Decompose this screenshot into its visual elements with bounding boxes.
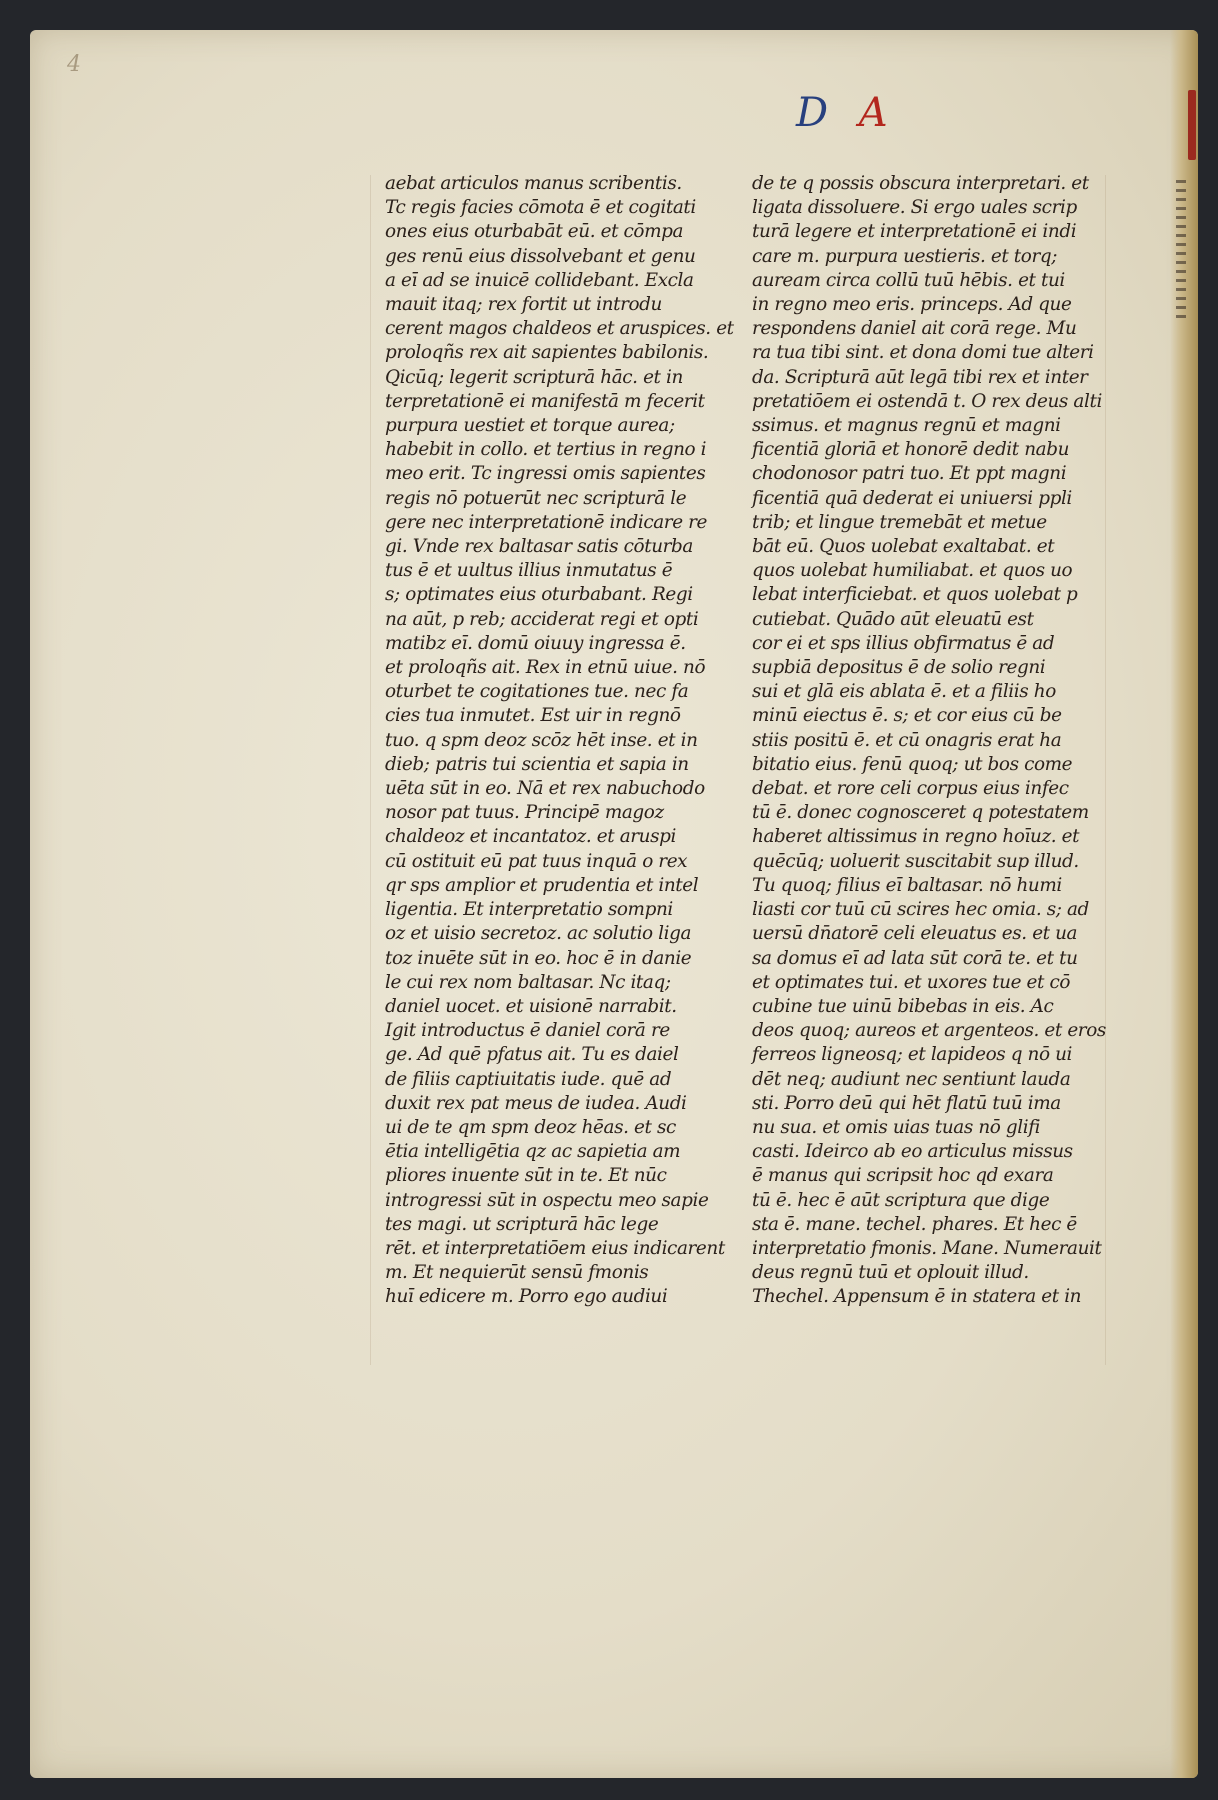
text-line: mauit itaq; rex fortit ut introdu — [385, 294, 662, 316]
text-line: ligata dissoluere. Si ergo uales scrip — [752, 197, 1077, 219]
text-line: liasti cor tuū cū scires hec omia. s; ad — [752, 899, 1089, 921]
text-line: qr sps amplior et prudentia et intel — [385, 874, 699, 896]
text-line: tuo. q spm deoz scōz hēt inse. et in — [385, 729, 698, 751]
text-line: daniel uocet. et uisionē narrabit. — [385, 995, 677, 1017]
text-line: s; optimates eius oturbabant. Regi — [385, 584, 693, 606]
text-line: ē manus qui scripsit hoc qd exara — [752, 1165, 1054, 1187]
text-line: bāt eū. Quos uolebat exaltabat. et — [752, 536, 1055, 558]
text-line: gi. Vnde rex baltasar satis cōturba — [385, 536, 693, 558]
text-line: interpretatio fmonis. Mane. Numerauit — [752, 1237, 1102, 1259]
text-line: cū ostituit eū pat tuus inquā o rex — [385, 850, 688, 872]
text-line: nu sua. et omis uias tuas nō glifi — [752, 1116, 1041, 1138]
text-line: in regno meo eris. princeps. Ad que — [752, 294, 1072, 316]
text-line: chaldeoz et incantatoz. et aruspi — [385, 826, 677, 848]
text-line: Qicūq; legerit scripturā hāc. et in — [385, 366, 683, 388]
text-line: oturbet te cogitationes tue. nec fa — [385, 681, 689, 703]
text-line: minū eiectus ē. s; et cor eius cū be — [752, 705, 1062, 727]
text-line: ficentiā gloriā et honorē dedit nabu — [752, 439, 1070, 461]
text-line: toz inuēte sūt in eo. hoc ē in danie — [385, 947, 692, 969]
text-line: sui et glā eis ablata ē. et a filiis ho — [752, 681, 1056, 703]
text-line: oz et uisio secretoz. ac solutio liga — [385, 923, 692, 945]
text-line: na aūt, p reb; acciderat regi et opti — [385, 608, 699, 630]
text-line: haberet altissimus in regno hoīuz. et — [752, 826, 1080, 848]
text-line: huī edicere m. Porro ego audiui — [385, 1286, 668, 1308]
text-line: et proloqñs ait. Rex in etnū uiue. nō — [385, 657, 706, 679]
text-line: respondens daniel ait corā rege. Mu — [752, 318, 1077, 340]
text-line: ssimus. et magnus regnū et magni — [752, 415, 1061, 437]
text-line: habebit in collo. et tertius in regno i — [385, 439, 707, 461]
text-line: ficentiā quā dederat ei uniuersi ppli — [752, 487, 1072, 509]
text-line: sa domus eī ad lata sūt corā te. et tu — [752, 947, 1078, 969]
text-line: de te q possis obscura interpretari. et — [752, 173, 1089, 194]
text-line: tū ē. donec cognosceret q potestatem — [752, 802, 1089, 824]
text-line: ra tua tibi sint. et dona domi tue alteri — [752, 342, 1094, 364]
text-line: purpura uestiet et torque aurea; — [385, 415, 675, 437]
text-line: uersū dn̄atorē celi eleuatus es. et ua — [752, 923, 1078, 945]
text-line: ge. Ad quē pfatus ait. Tu es daiel — [385, 1044, 679, 1066]
text-line: debat. et rore celi corpus eius infec — [752, 778, 1069, 800]
text-line: ui de te qm spm deoz hēas. et sc — [385, 1116, 676, 1138]
text-line: introgressi sūt in ospectu meo sapie — [385, 1189, 709, 1211]
ruling-line — [370, 175, 371, 1365]
text-line: cor ei et sps illius obfirmatus ē ad — [752, 632, 1055, 654]
text-line: aebat articulos manus scribentis. — [385, 173, 682, 194]
text-line: pliores inuente sūt in te. Et nūc — [385, 1165, 667, 1187]
text-line: gere nec interpretationē indicare re — [385, 511, 708, 533]
text-line: tus ē et uultus illius inmutatus ē — [385, 560, 673, 582]
text-line: trib; et lingue tremebāt et metue — [752, 511, 1047, 533]
text-line: tū ē. hec ē aūt scriptura que dige — [752, 1189, 1050, 1211]
text-line: cubine tue uinū bibebas in eis. Ac — [752, 995, 1054, 1017]
text-line: dieb; patris tui scientia et sapia in — [385, 753, 689, 775]
running-head-a: A — [858, 90, 888, 136]
text-line: le cui rex nom baltasar. Nc itaq; — [385, 971, 671, 993]
text-line: proloqñs rex ait sapientes babilonis. — [385, 342, 709, 364]
text-line: nosor pat tuus. Principē magoz — [385, 802, 664, 824]
text-line: deos quoq; aureos et argenteos. et eros — [752, 1020, 1106, 1042]
text-line: deus regnū tuū et oplouit illud. — [752, 1262, 1029, 1284]
text-line: da. Scripturā aūt legā tibi rex et inter — [752, 366, 1088, 388]
text-line: Tc regis facies cōmota ē et cogitati — [385, 197, 696, 219]
gutter-text-bleed — [1176, 180, 1186, 320]
text-line: pretatiōem ei ostendā t. O rex deus alti — [752, 390, 1102, 412]
text-line: terpretationē ei manifestā m fecerit — [385, 390, 705, 412]
red-page-tab — [1188, 90, 1196, 160]
text-line: Igit introductus ē daniel corā re — [385, 1020, 670, 1042]
text-line: cies tua inmutet. Est uir in regnō — [385, 705, 681, 727]
text-line: et optimates tui. et uxores tue et cō — [752, 971, 1071, 993]
text-line: cutiebat. Quādo aūt eleuatū est — [752, 608, 1034, 630]
text-line: uēta sūt in eo. Nā et rex nabuchodo — [385, 778, 705, 800]
text-line: quēcūq; uoluerit suscitabit sup illud. — [752, 850, 1079, 872]
text-line: Thechel. Appensum ē in statera et in — [752, 1286, 1082, 1308]
text-line: care m. purpura uestieris. et torq; — [752, 245, 1058, 267]
running-head-d: D — [796, 90, 829, 136]
text-line: casti. Ideirco ab eo articulus missus — [752, 1141, 1073, 1163]
text-line: Tu quoq; filius eī baltasar. nō humi — [752, 874, 1062, 896]
text-line: quos uolebat humiliabat. et quos uo — [752, 560, 1073, 582]
text-line: bitatio eius. fenū quoq; ut bos come — [752, 753, 1073, 775]
text-column-left — [385, 172, 734, 1310]
running-head — [796, 90, 888, 136]
text-line: lebat interficiebat. et quos uolebat p — [752, 584, 1078, 606]
text-line: sti. Porro deū qui hēt flatū tuū ima — [752, 1092, 1061, 1114]
text-line: m. Et nequierūt sensū fmonis — [385, 1262, 649, 1284]
text-line: ones eius oturbabāt eū. et cōmpa — [385, 221, 684, 243]
ruling-line — [1105, 175, 1106, 1365]
text-line: ētia intelligētia qz ac sapietia am — [385, 1141, 681, 1163]
text-line: meo erit. Tc ingressi omis sapientes — [385, 463, 706, 485]
text-line: turā legere et interpretationē ei indi — [752, 221, 1077, 243]
text-line: dēt neq; audiunt nec sentiunt lauda — [752, 1068, 1071, 1090]
text-column-right — [752, 172, 1106, 1310]
text-line: ferreos ligneosq; et lapideos q nō ui — [752, 1044, 1073, 1066]
text-line: matibz eī. domū oiuuy ingressa ē. — [385, 632, 686, 654]
text-line: tes magi. ut scripturā hāc lege — [385, 1213, 659, 1235]
text-line: a eī ad se inuicē collidebant. Excla — [385, 269, 694, 291]
text-line: ligentia. Et interpretatio sompni — [385, 899, 673, 921]
text-line: rēt. et interpretatiōem eius indicarent — [385, 1237, 725, 1259]
text-line: duxit rex pat meus de iudea. Audi — [385, 1092, 687, 1114]
text-line: auream circa collū tuū hēbis. et tui — [752, 269, 1065, 291]
folio-mark: 4 — [67, 52, 81, 77]
text-line: sta ē. mane. techel. phares. Et hec ē — [752, 1213, 1077, 1235]
text-line: cerent magos chaldeos et aruspices. et — [385, 318, 734, 340]
text-line: supbiā depositus ē de solio regni — [752, 657, 1046, 679]
text-line: stiis positū ē. et cū onagris erat ha — [752, 729, 1062, 751]
text-line: chodonosor patri tuo. Et ppt magni — [752, 463, 1067, 485]
text-line: regis nō potuerūt nec scripturā le — [385, 487, 687, 509]
manuscript-page — [30, 30, 1198, 1778]
text-line: ges renū eius dissolvebant et genu — [385, 245, 696, 267]
text-line: de filiis captiuitatis iude. quē ad — [385, 1068, 672, 1090]
